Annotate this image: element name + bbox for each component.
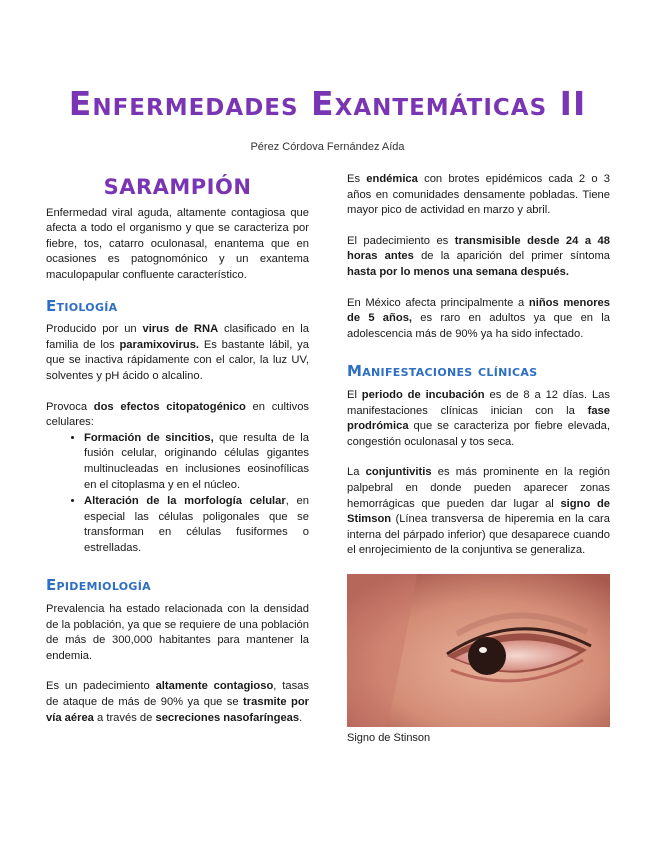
left-column	[46, 172, 309, 741]
manifestaciones-paragraph-2: La conjuntivitis es más prominente en la región palpebral en donde pueden aparecer zonas hemorrágicas que pueden dar lugar al signo de Stimson (Línea transversa de hiperemia en la cara interna del párpado inferior) que desaparece cuando el enrojecimiento de la conjuntiva se generaliza.	[347, 466, 610, 557]
epidemiologia-paragraph-2: Es un padecimiento altamente contagioso, tasas de ataque de más de 90% ya que se trasmite por vía aérea a través de secreciones nasofaríngeas.	[46, 680, 310, 724]
endemic-paragraph: Es endémica con brotes epidémicos cada 2 o 3 años en comunidades densamente pobladas. Tiene mayor pico de actividad en marzo y abril.	[347, 173, 610, 217]
etiologia-paragraph-1: Producido por un virus de RNA clasificado en la familia de los paramixovirus. Es bastante lábil, ya que se inactiva rápidamente con el calor, la luz UV, solventes y pH ácido o alcalino.	[46, 323, 310, 382]
author-name: Pérez Córdova Fernández Aída	[250, 141, 405, 153]
section-heading-sarampion: SARAMPIÓN	[103, 175, 252, 199]
heading-epidemiologia: Epidemiología	[46, 576, 151, 595]
eye-photo	[347, 574, 610, 727]
right-column	[347, 172, 610, 746]
epidemiologia-paragraph-1: Prevalencia ha estado relacionada con la densidad de la población, ya que se requiere de una población de más de 300,000 habitantes para mantener la endemia.	[46, 603, 309, 662]
photo-caption: Signo de Stinson	[347, 731, 431, 744]
page-title: Enfermedades Exantemáticas II	[68, 84, 587, 123]
manifestaciones-paragraph-1: El periodo de incubación es de 8 a 12 días. Las manifestaciones clínicas inician con la fase prodrómica que se caracteriza por fiebre elevada, congestión oculonasal y tos seca.	[347, 388, 610, 448]
eye-illustration	[347, 574, 610, 727]
list-item: • Formación de sincitios, que resulta de la fusión celular, originando células gigantes multinucleadas en inclusiones eosinofílicas en el citoplasma y en el núcleo.	[84, 431, 309, 493]
intro-paragraph: Enfermedad viral aguda, altamente contagiosa que afecta a todo el organismo y que se caracteriza por fiebre, tos, catarro oculonasal, enantema que en ocasiones es patognomónico y un exantema maculopapular confluente característico.	[46, 206, 309, 281]
heading-manifestaciones: Manifestaciones clínicas	[347, 362, 538, 381]
heading-etiologia: Etiología	[46, 296, 118, 315]
effects-list	[46, 431, 309, 557]
transmission-paragraph: El padecimiento es transmisible desde 24 a 48 horas antes de la aparición del primer síntoma hasta por lo menos una semana después.	[347, 234, 610, 278]
list-item: • Alteración de la morfología celular, en especial las células poligonales que se transforman en células fusiformes o estrelladas.	[84, 494, 309, 556]
etiologia-paragraph-2: Provoca dos efectos citopatogénico en cultivos celulares:	[46, 400, 310, 429]
mexico-paragraph: En México afecta principalmente a niños menores de 5 años, es raro en adultos ya que en la adolescencia más de 90% ya ha sido infectado.	[347, 296, 610, 340]
